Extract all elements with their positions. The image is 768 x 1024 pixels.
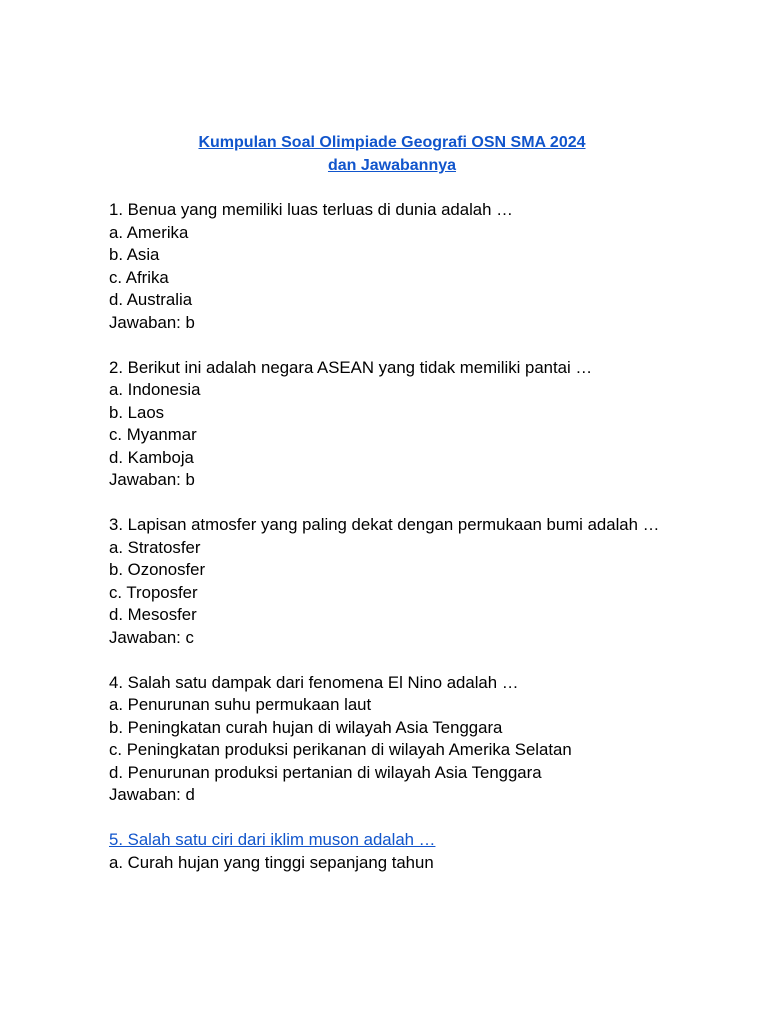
answer-text: Jawaban: c [109,627,194,647]
option-c: c. Myanmar [109,425,197,444]
question-5 [109,829,669,874]
question-text: 3. Lapisan atmosfer yang paling dekat dengan permukaan bumi adalah … [109,515,660,534]
answer-text: Jawaban: b [109,470,195,489]
option-a: a. Curah hujan yang tinggi sepanjang tahun [109,852,434,872]
option-c: c. Peningkatan produksi perikanan di wilayah Amerika Selatan [109,740,572,759]
question-3 [109,514,669,649]
answer-text: Jawaban: d [109,785,195,804]
question-1 [109,199,669,334]
answer-text: Jawaban: b [109,312,195,332]
option-d: d. Kamboja [109,447,194,467]
option-a: a. Indonesia [109,380,201,399]
title-link-line1[interactable]: Kumpulan Soal Olimpiade Geografi OSN SMA 2024 [198,134,586,151]
option-b: b. Asia [109,245,160,264]
question-4 [109,672,669,807]
option-d: d. Australia [109,290,193,309]
question-5-link[interactable]: 5. Salah satu ciri dari iklim muson adalah … [109,830,436,849]
option-c: c. Troposfer [109,582,198,602]
option-d: d. Mesosfer [109,605,197,624]
question-text: 4. Salah satu dampak dari fenomena El Nino adalah … [109,672,519,692]
option-a: a. Stratosfer [109,537,201,557]
option-b: b. Laos [109,402,165,422]
question-list [109,199,669,897]
question-text: 2. Berikut ini adalah negara ASEAN yang tidak memiliki pantai … [109,357,593,377]
option-c: c. Afrika [109,267,169,287]
option-b: b. Peningkatan curah hujan di wilayah Asia Tenggara [109,717,503,737]
option-a: a. Penurunan suhu permukaan laut [109,695,372,714]
title-link-line2[interactable]: dan Jawabannya [327,157,457,174]
document-title [110,131,674,177]
question-text: 1. Benua yang memiliki luas terluas di dunia adalah … [109,200,513,219]
option-d: d. Penurunan produksi pertanian di wilayah Asia Tenggara [109,762,542,782]
option-b: b. Ozonosfer [109,560,206,579]
question-2 [109,357,669,492]
option-a: a. Amerika [109,222,189,242]
